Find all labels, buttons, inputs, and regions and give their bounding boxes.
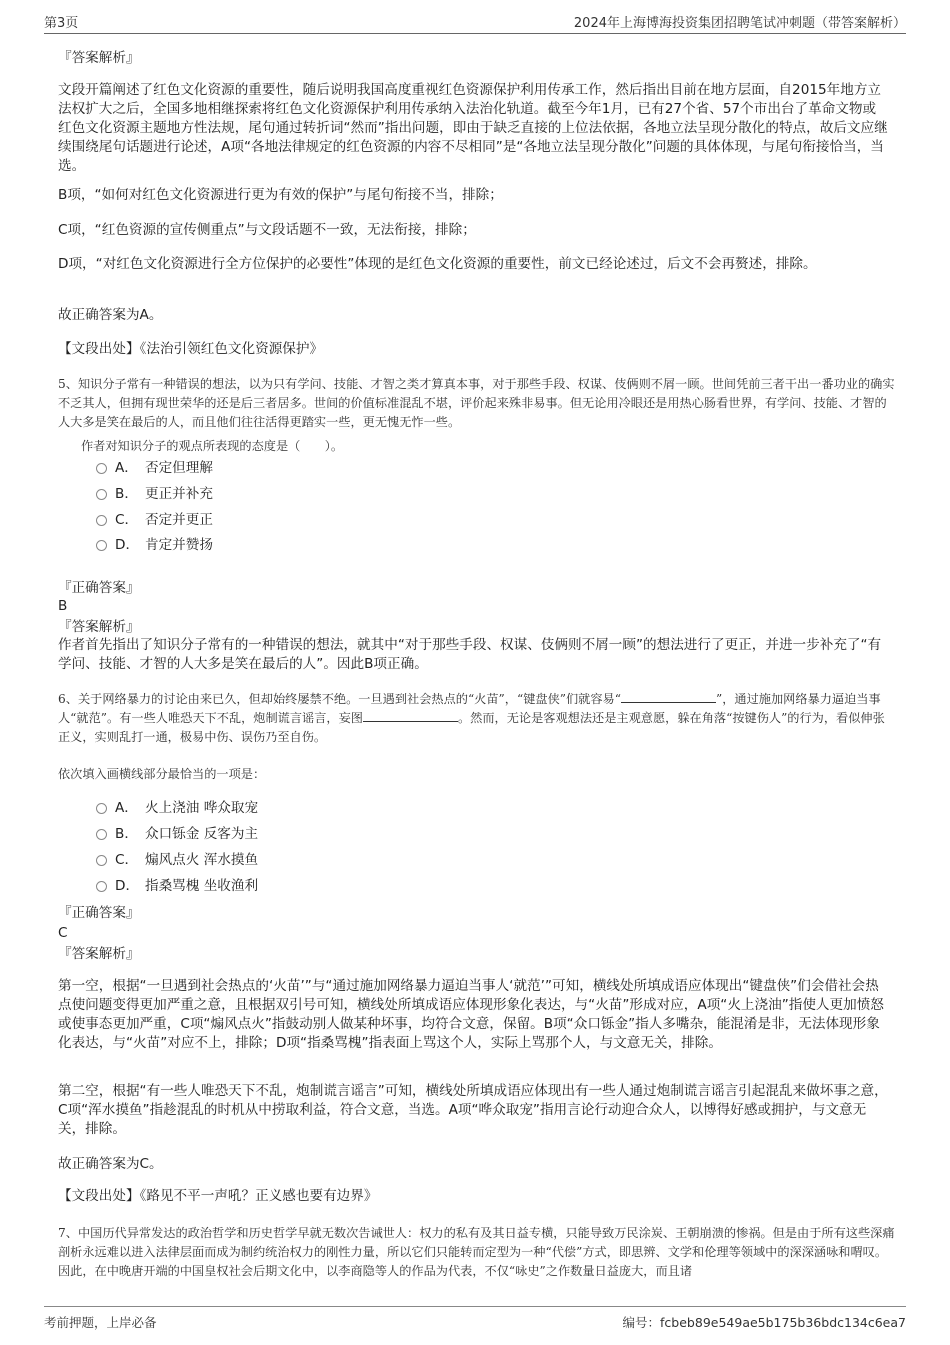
option-letter: D． (115, 537, 140, 553)
q5-option-a[interactable] (96, 459, 213, 478)
q5-answer-label: 『正确答案』 (58, 580, 140, 596)
q6-stem-part2: ”，通过施加网络暴力逼迫当事人“就范”。有一些人唯恐天下不乱，炮制谎言谣言，妄图 (58, 692, 881, 725)
footer-divider (44, 1306, 906, 1307)
q6-option-d[interactable] (96, 877, 258, 896)
radio-icon[interactable] (96, 540, 107, 551)
q4-analysis-p3: C项，“红色资源的宣传侧重点”与文段话题不一致，无法衔接，排除； (58, 222, 476, 238)
q4-analysis-p2: B项，“如何对红色文化资源进行更为有效的保护”与尾句衔接不当，排除； (58, 187, 503, 203)
q6-stem-part3: 。然而，无论是客观想法还是主观意愿，躲在角落“按键伤人”的行为，看似伸张正义，实则乱打一通，极易中伤、误伤乃至自伤。 (58, 711, 885, 744)
q4-analysis-p1: 文段开篇阐述了红色文化资源的重要性，随后说明我国高度重视红色资源保护利用传承工作，然后指出目前在地方层面，自2015年地方立法权扩大之后，全国多地相继探索将红色文化资源保护利用传承纳入法治化轨道。截至今年1月，已有27个省、57个市出台了革命文物或红色文化资源主题地方性法规，尾句通过转折词“然而”指出问题，即由于缺乏直接的上位法依据，各地立法呈现分散化的特点，故后文应继续围绕尾句话题进行论述，A项“各地法律规定的红色资源的内容不尽相同”是“各地立法呈现分散化”问题的具体体现，与尾句衔接恰当，当选。 (58, 82, 888, 174)
option-letter: B． (115, 486, 138, 502)
option-letter: A． (115, 460, 138, 476)
q6-option-b[interactable] (96, 825, 258, 844)
q5-option-c[interactable] (96, 511, 213, 530)
footer-slogan: 考前押题，上岸必备 (44, 1315, 157, 1330)
option-text: 火上浇油 哗众取宠 (145, 800, 259, 816)
q6-stem-part1: 6、关于网络暴力的讨论由来已久，但却始终屡禁不绝。一旦遇到社会热点的“火苗”，“键盘侠”们就容易“ (58, 692, 621, 706)
document-title: 2024年上海博海投资集团招聘笔试冲刺题（带答案解析） (573, 16, 906, 31)
q6-answer-statement: 故正确答案为C。 (58, 1156, 163, 1172)
q4-source: 【文段出处】《法治引领红色文化资源保护》 (58, 341, 324, 357)
fill-blank-1 (621, 690, 716, 703)
q5-question: 作者对知识分子的观点所表现的态度是（ ）。 (81, 439, 344, 453)
option-text: 否定并更正 (145, 512, 213, 528)
q5-stem: 5、知识分子常有一种错误的想法，以为只有学问、技能、才智之类才算真本事，对于那些手段、权谋、伎俩则不屑一顾。世间凭前三者干出一番功业的确实不乏其人，但拥有现世荣华的还是后三者居多。世间的价值标准混乱不堪，评价起来殊非易事。但无论用冷眼还是用热心肠看世界，有学问、技能、才智的人大多是笑在最后的人，而且他们往往活得更踏实一些，更无愧无怍一些。 (58, 377, 895, 429)
q6-analysis-label: 『答案解析』 (58, 946, 140, 962)
q6-option-c[interactable] (96, 851, 258, 870)
q5-option-d[interactable] (96, 536, 213, 555)
q6-analysis-p2: 第二空，根据“有一些人唯恐天下不乱，炮制谎言谣言”可知，横线处所填成语应体现出有一些人通过炮制谎言谣言引起混乱来做坏事之意，C项“浑水摸鱼”指趁混乱的时机从中捞取利益，符合文意，当选。A项“哗众取宠”指用言论行动迎合众人，以博得好感或拥护，与文意无关，排除。 (58, 1083, 888, 1137)
document-code (623, 1313, 906, 1331)
radio-icon[interactable] (96, 881, 107, 892)
option-text: 肯定并赞扬 (145, 537, 213, 553)
option-text: 指桑骂槐 坐收渔利 (145, 878, 259, 894)
radio-icon[interactable] (96, 489, 107, 500)
header-divider (44, 33, 906, 34)
q4-answer-statement: 故正确答案为A。 (58, 307, 163, 323)
q6-answer: C (58, 925, 68, 941)
radio-icon[interactable] (96, 829, 107, 840)
radio-icon[interactable] (96, 515, 107, 526)
q5-analysis: 作者首先指出了知识分子常有的一种错误的想法，就其中“对于那些手段、权谋、伎俩则不屑一顾”的想法进行了更正，并进一步补充了“有学问、技能、才智的人大多是笑在最后的人”。因此B项正确。 (58, 637, 882, 672)
q5-analysis-label: 『答案解析』 (58, 619, 140, 635)
option-letter: B． (115, 826, 138, 842)
radio-icon[interactable] (96, 463, 107, 474)
q4-analysis-label: 『答案解析』 (58, 50, 140, 66)
radio-icon[interactable] (96, 855, 107, 866)
option-letter: C． (115, 852, 139, 868)
code-label: 编号： (622, 1315, 661, 1330)
option-letter: D． (115, 878, 140, 894)
q7-stem: 7、中国历代异常发达的政治哲学和历史哲学早就无数次告诫世人：权力的私有及其日益专横，只能导致万民涂炭、王朝崩溃的惨祸。但是由于所有这些深痛剖析永远难以进入法律层面而成为制约统治权力的刚性力量，所以它们只能转而定型为一种“代偿”方式，即思辨、文学和伦理等领域中的深深涵咏和喟叹。因此，在中晚唐开端的中国皇权社会后期文化中，以李商隐等人的作品为代表，不仅“咏史”之作数量日益庞大，而且诸 (58, 1226, 895, 1278)
option-text: 更正并补充 (145, 486, 213, 502)
q5-option-b[interactable] (96, 485, 213, 504)
q6-answer-label: 『正确答案』 (58, 905, 140, 921)
option-text: 否定但理解 (145, 460, 213, 476)
option-text: 煽风点火 浑水摸鱼 (145, 852, 259, 868)
q6-analysis-p1: 第一空，根据“一旦遇到社会热点的‘火苗’”与“通过施加网络暴力逼迫当事人‘就范’”可知，横线处所填成语应体现出“键盘侠”们会借社会热点使问题变得更加严重之意，且根据双引号可知，横线处所填成语应体现形象化表达，与“火苗”形成对应，A项“火上浇油”指使人更加愤怒或使事态更加严重，C项“煽风点火”指鼓动别人做某种坏事，均符合文意，保留。B项“众口铄金”指人多嘴杂，能混淆是非，无法体现形象化表达，与“火苗”对应不上，排除；D项“指桑骂槐”指表面上骂这个人，实际上骂那个人，与文意无关，排除。 (58, 978, 884, 1051)
option-letter: C． (115, 512, 139, 528)
radio-icon[interactable] (96, 803, 107, 814)
q6-option-a[interactable] (96, 799, 258, 818)
code-value: fcbeb89e549ae5b175b36bdc134c6ea7 (660, 1315, 906, 1330)
option-letter: A． (115, 800, 138, 816)
q6-question: 依次填入画横线部分最恰当的一项是： (58, 767, 266, 781)
q5-answer: B (58, 598, 68, 614)
q6-source: 【文段出处】《路见不平一声吼？正义感也要有边界》 (58, 1188, 378, 1204)
q4-analysis-p4: D项，“对红色文化资源进行全方位保护的必要性”体现的是红色文化资源的重要性，前文已经论述过，后文不会再赘述，排除。 (58, 256, 817, 272)
option-text: 众口铄金 反客为主 (145, 826, 259, 842)
page-number: 第3页 (44, 16, 79, 31)
q6-stem (58, 690, 896, 747)
fill-blank-2 (363, 709, 458, 722)
